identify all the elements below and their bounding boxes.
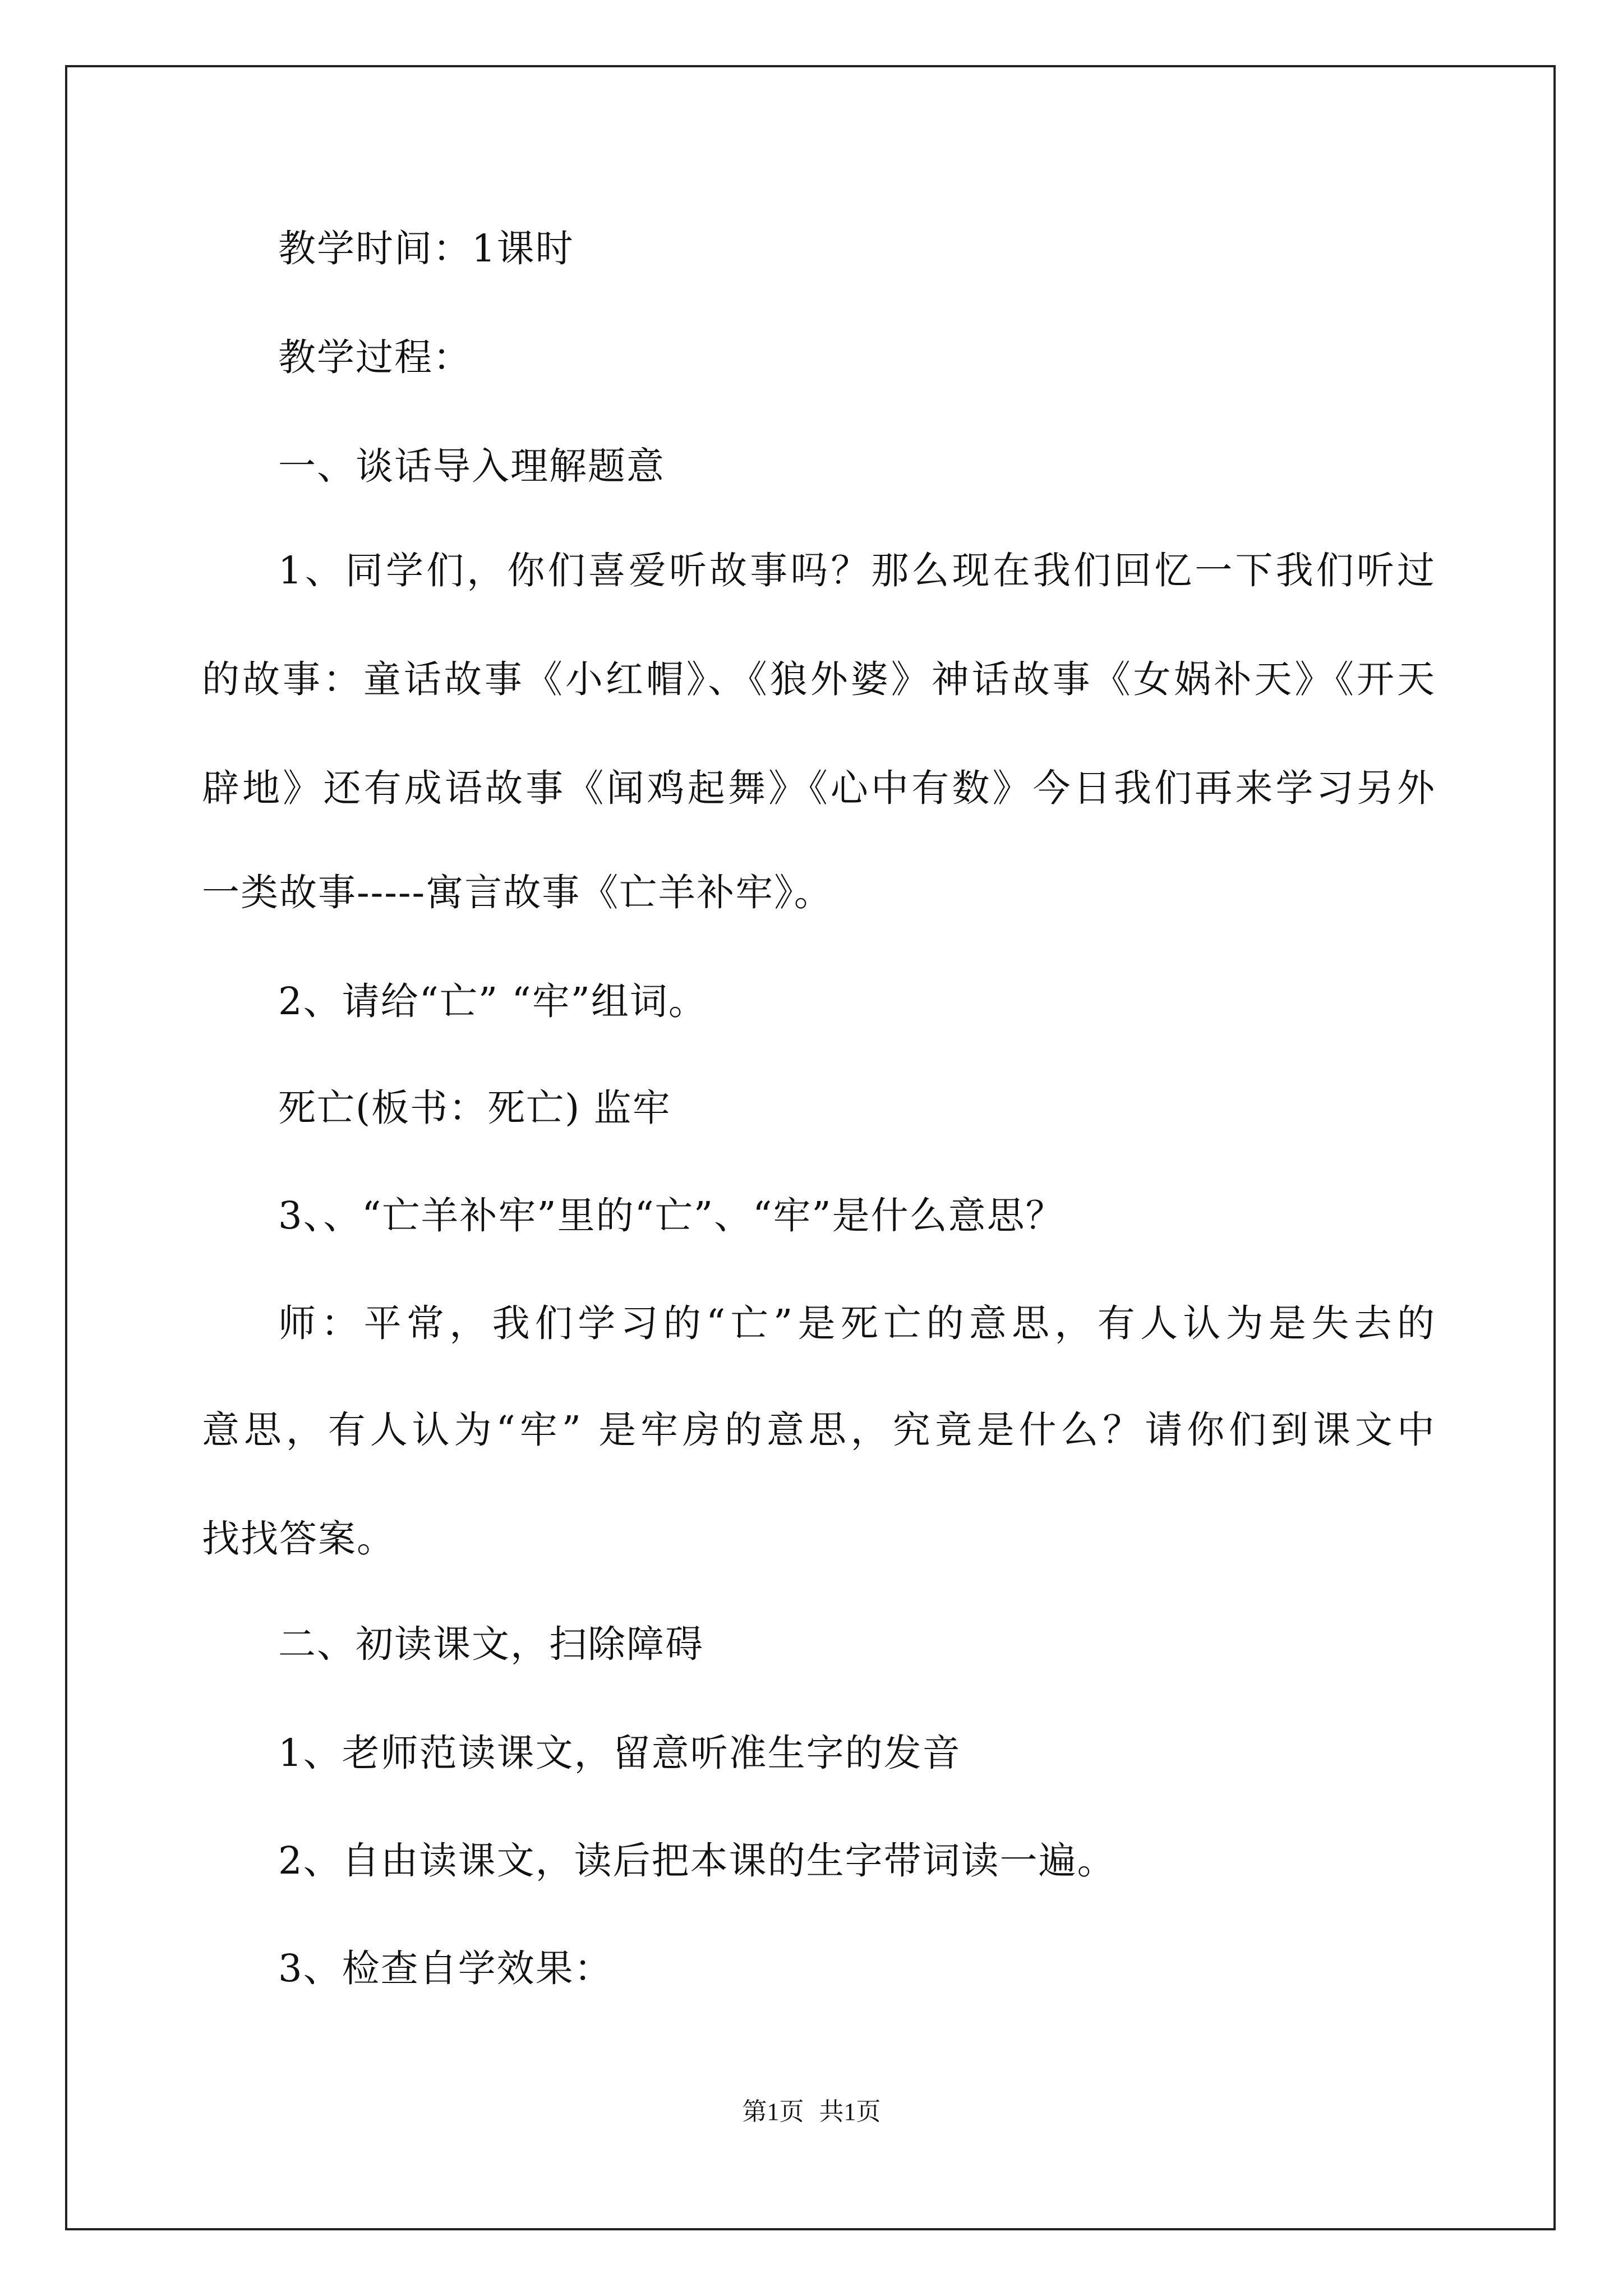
text-line: 的故事：童话故事《小红帽》、《狼外婆》神话故事《女娲补天》《开天 [202,657,1436,701]
section-heading: 一、谈话导入理解题意 [278,444,665,488]
text-line: 2、自由读课文，读后把本课的生字带词读一遍。 [278,1839,1116,1883]
text-line: 3、、“亡羊补牢”里的“亡”、“牢”是什么意思？ [278,1194,1064,1237]
text-line: 死亡(板书：死亡) 监牢 [278,1086,671,1130]
page-number: 第1页 [742,2098,804,2125]
text-line: 教学过程： [278,335,472,379]
text-line: 一类故事-----寓言故事《亡羊补牢》。 [202,871,833,914]
text-line: 1、同学们，你们喜爱听故事吗？那么现在我们回忆一下我们听过 [278,549,1436,592]
text-line: 师：平常，我们学习的“亡”是死亡的意思，有人认为是失去的 [278,1301,1436,1345]
page-footer [0,2095,1623,2129]
text-line: 3、检查自学效果： [278,1947,613,1990]
text-line: 意思，有人认为“牢” 是牢房的意思，究竟是什么？请你们到课文中 [202,1408,1436,1452]
text-line: 找找答案。 [202,1517,395,1561]
page-border [65,65,1556,2230]
page-total: 共1页 [819,2098,881,2125]
section-heading: 二、初读课文，扫除障碍 [278,1622,704,1666]
text-line: 辟地》还有成语故事《闻鸡起舞》《心中有数》今日我们再来学习另外 [202,766,1436,810]
text-line: 2、请给“亡” “牢”组词。 [278,979,707,1023]
text-line: 教学时间：1课时 [278,227,574,270]
text-line: 1、老师范读课文，留意听准生字的发音 [278,1731,961,1775]
